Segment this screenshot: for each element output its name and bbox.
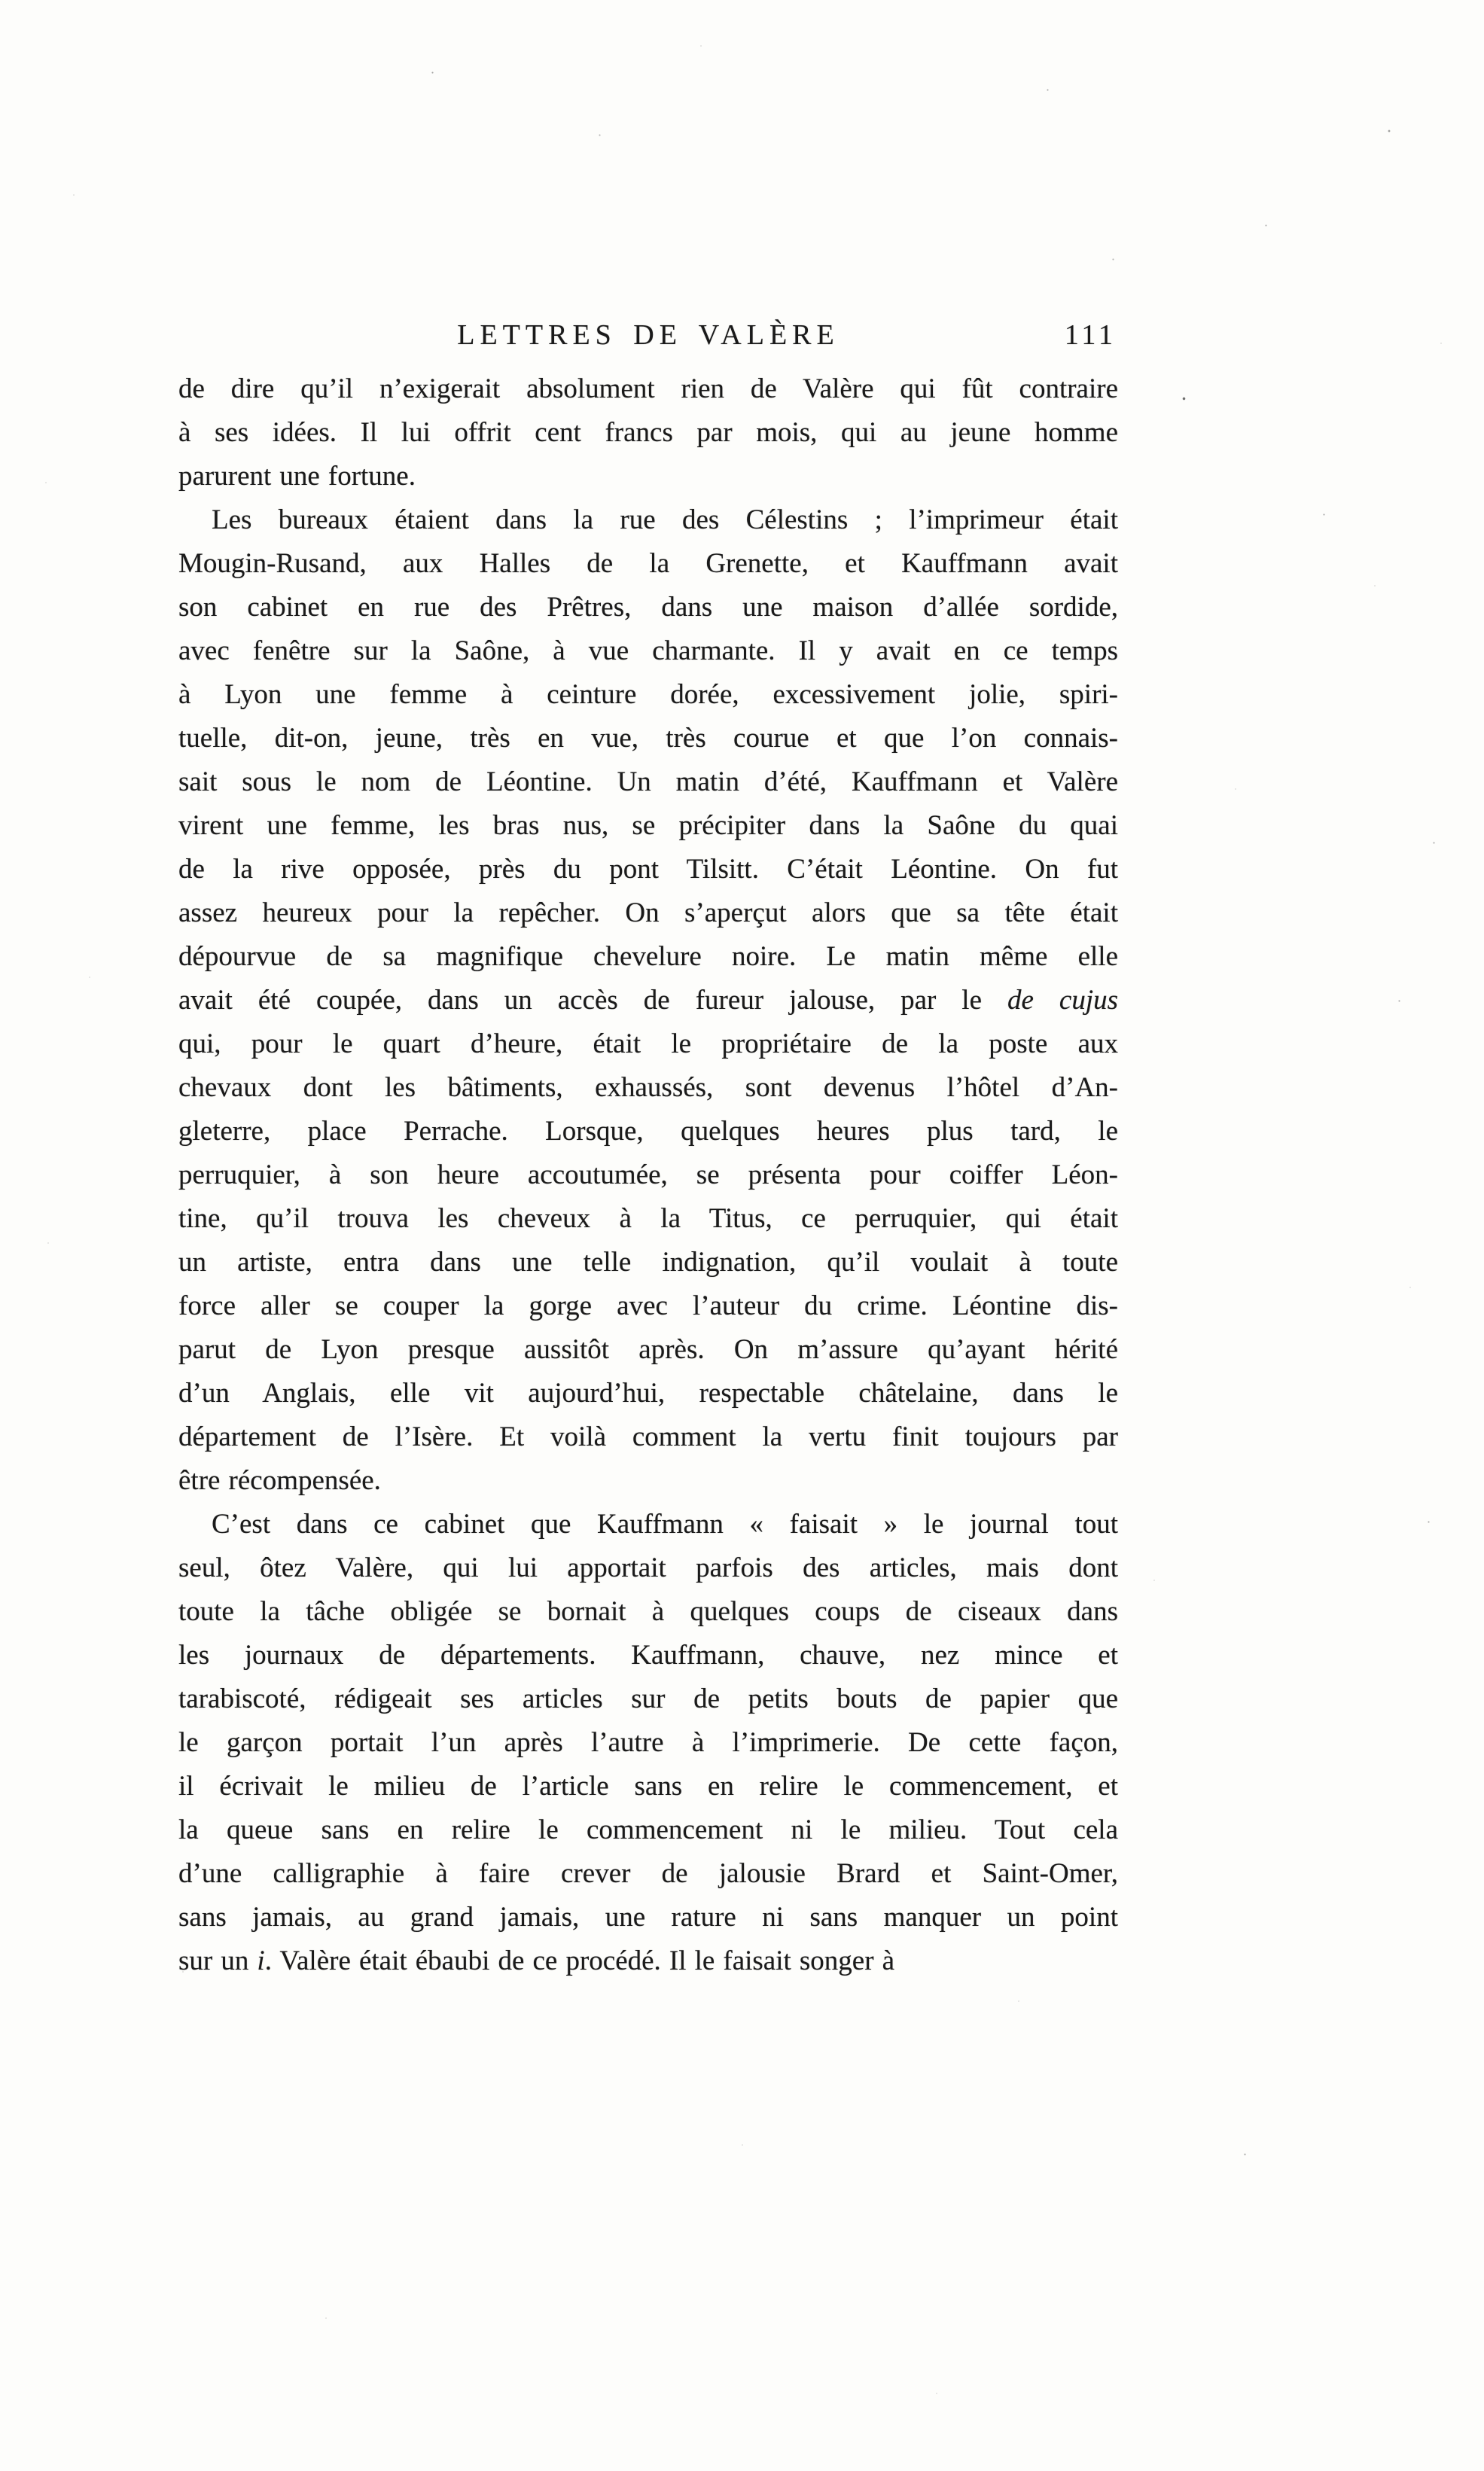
text-line: seul, ôtez Valère, qui lui apportait parfois des articles, mais dont — [178, 1552, 1118, 1583]
text-line: sans jamais, au grand jamais, une rature ni sans manquer un point — [178, 1902, 1118, 1933]
line-segment: . Valère était ébaubi de ce procédé. Il le faisait songer à — [264, 1945, 895, 1976]
text-line: d’un Anglais, elle vit aujourd’hui, respectable châtelaine, dans le — [178, 1378, 1118, 1409]
text-block — [178, 367, 1118, 1983]
text-line: qui, pour le quart d’heure, était le propriétaire de la poste aux — [178, 1028, 1118, 1059]
text-line: département de l’Isère. Et voilà comment la vertu finit toujours par — [178, 1421, 1118, 1452]
text-line: un artiste, entra dans une telle indignation, qu’il voulait à toute — [178, 1247, 1118, 1278]
italic-phrase: de cujus — [1007, 985, 1118, 1016]
text-line: d’une calligraphie à faire crever de jalousie Brard et Saint-Omer, — [178, 1858, 1118, 1889]
text-line: sait sous le nom de Léontine. Un matin d’été, Kauffmann et Valère — [178, 766, 1118, 797]
text-line: parurent une fortune. — [178, 461, 416, 492]
line-segment: avait été coupée, dans un accès de fureur jalouse, par le — [178, 985, 1007, 1016]
text-line: tine, qu’il trouva les cheveux à la Titus, ce perruquier, qui était — [178, 1203, 1118, 1234]
text-line: parut de Lyon presque aussitôt après. On m’assure qu’ayant hérité — [178, 1334, 1118, 1365]
page-number: 111 — [1064, 319, 1117, 351]
text-line: la queue sans en relire le commencement ni le milieu. Tout cela — [178, 1814, 1118, 1845]
text-line: chevaux dont les bâtiments, exhaussés, sont devenus l’hôtel d’An- — [178, 1072, 1118, 1103]
text-line: force aller se couper la gorge avec l’auteur du crime. Léontine dis- — [178, 1290, 1118, 1321]
text-line: gleterre, place Perrache. Lorsque, quelques heures plus tard, le — [178, 1116, 1118, 1147]
text-line: être récompensée. — [178, 1465, 381, 1496]
text-line: son cabinet en rue des Prêtres, dans une maison d’allée sordide, — [178, 592, 1118, 623]
text-line: tarabiscoté, rédigeait ses articles sur de petits bouts de papier que — [178, 1683, 1118, 1714]
text-line: Les bureaux étaient dans la rue des Célestins ; l’imprimeur était — [212, 504, 1118, 535]
text-line: de dire qu’il n’exigerait absolument rien de Valère qui fût contraire — [178, 373, 1118, 404]
text-line: perruquier, à son heure accoutumée, se présenta pour coiffer Léon- — [178, 1159, 1118, 1190]
text-line: tuelle, dit-on, jeune, très en vue, très courue et que l’on connais- — [178, 723, 1118, 754]
text-line: à ses idées. Il lui offrit cent francs par mois, qui au jeune homme — [178, 417, 1118, 448]
paragraph — [178, 367, 1118, 498]
paragraph — [178, 1503, 1118, 1983]
paragraph — [178, 498, 1118, 1503]
text-line — [178, 979, 1118, 1022]
text-line: avec fenêtre sur la Saône, à vue charmante. Il y avait en ce temps — [178, 635, 1118, 666]
text-line: C’est dans ce cabinet que Kauffmann « faisait » le journal tout — [212, 1509, 1118, 1540]
text-line: assez heureux pour la repêcher. On s’aperçut alors que sa tête était — [178, 897, 1118, 928]
text-line: toute la tâche obligée se bornait à quelques coups de ciseaux dans — [178, 1596, 1118, 1627]
text-line: il écrivait le milieu de l’article sans en relire le commencement, et — [178, 1771, 1118, 1802]
text-line: le garçon portait l’un après l’autre à l’imprimerie. De cette façon, — [178, 1727, 1118, 1758]
text-line: à Lyon une femme à ceinture dorée, excessivement jolie, spiri- — [178, 679, 1118, 710]
running-title: LETTRES DE VALÈRE — [457, 319, 840, 351]
text-line — [178, 1939, 1118, 1983]
italic-phrase: i — [257, 1945, 265, 1976]
text-line: de la rive opposée, près du pont Tilsitt. C’était Léontine. On fut — [178, 854, 1118, 885]
text-line: Mougin-Rusand, aux Halles de la Grenette, et Kauffmann avait — [178, 548, 1118, 579]
text-line: dépourvue de sa magnifique chevelure noire. Le matin même elle — [178, 941, 1118, 972]
text-line: virent une femme, les bras nus, se précipiter dans la Saône du quai — [178, 810, 1118, 841]
line-segment: sur un — [178, 1945, 257, 1976]
text-line: les journaux de départements. Kauffmann, chauve, nez mince et — [178, 1640, 1118, 1671]
running-header — [178, 319, 1118, 351]
